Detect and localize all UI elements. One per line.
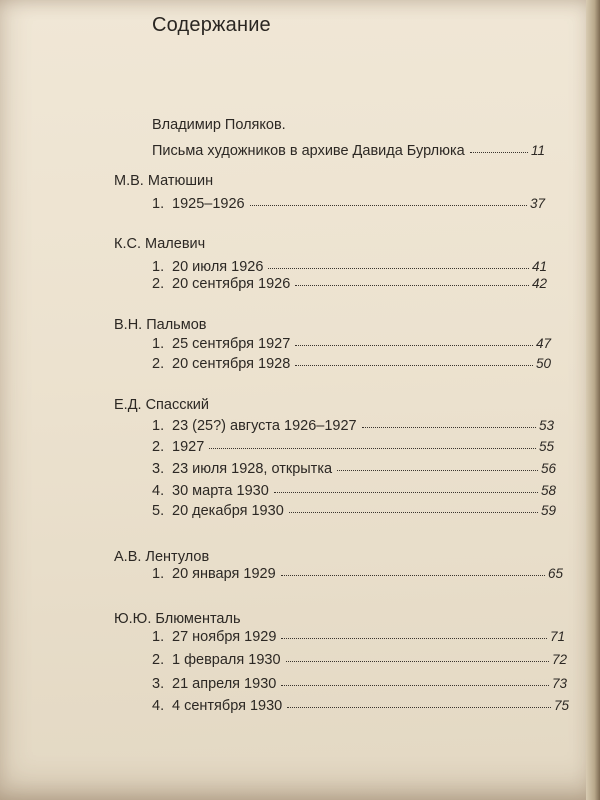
entry-number: 2. xyxy=(152,439,165,455)
entry-number: 1. xyxy=(152,566,165,582)
entry-label: 20 июля 1926 xyxy=(172,259,264,275)
leader-dots xyxy=(295,364,533,366)
entry-label: 27 ноября 1929 xyxy=(172,629,277,645)
leader-dots xyxy=(295,344,533,346)
entry-page-number: 50 xyxy=(535,356,551,371)
entry-page-number: 71 xyxy=(549,629,565,644)
entry-page-number: 56 xyxy=(540,461,556,476)
leader-dots xyxy=(295,284,529,286)
toc-entry xyxy=(152,677,567,692)
leader-dots xyxy=(286,660,549,662)
leader-dots xyxy=(209,447,536,449)
leader-dots xyxy=(274,491,538,493)
entry-label: 23 (25?) августа 1926–1927 xyxy=(172,418,357,434)
entry-label: 1927 xyxy=(172,439,205,455)
entry-number: 4. xyxy=(152,483,165,499)
entry-page-number: 41 xyxy=(531,259,547,274)
section-author: М.В. Матюшин xyxy=(114,173,214,189)
entry-label: 20 декабря 1930 xyxy=(172,503,284,519)
entry-page-number: 65 xyxy=(547,566,563,581)
intro-title: Письма художников в архиве Давида Бурлюка xyxy=(152,143,465,159)
entry-label: 23 июля 1928, открытка xyxy=(172,461,333,477)
entry-page-number: 58 xyxy=(540,483,556,498)
entry-label: 20 сентября 1928 xyxy=(172,356,291,372)
leader-dots xyxy=(337,469,538,471)
entry-number: 1. xyxy=(152,418,165,434)
section-author: В.Н. Пальмов xyxy=(114,317,207,333)
page-title: Содержание xyxy=(152,14,271,36)
toc-entry xyxy=(152,197,545,212)
toc-entry xyxy=(152,699,569,714)
toc-entry xyxy=(152,504,556,519)
section-author: К.С. Малевич xyxy=(114,236,206,252)
entry-number: 3. xyxy=(152,461,165,477)
entry-label: 4 сентября 1930 xyxy=(172,698,283,714)
toc-entry xyxy=(152,630,565,645)
entry-label: 1 февраля 1930 xyxy=(172,652,281,668)
entry-number: 2. xyxy=(152,652,165,668)
entry-page-number: 72 xyxy=(551,652,567,667)
leader-dots xyxy=(281,574,545,576)
page-edge xyxy=(586,0,600,800)
section-author: Ю.Ю. Блюменталь xyxy=(114,611,241,627)
entry-label: 25 сентября 1927 xyxy=(172,336,291,352)
entry-number: 1. xyxy=(152,259,165,275)
entry-number: 1. xyxy=(152,629,165,645)
toc-entry xyxy=(152,653,567,668)
entry-number: 2. xyxy=(152,276,165,292)
entry-number: 5. xyxy=(152,503,165,519)
entry-label: 30 марта 1930 xyxy=(172,483,269,499)
entry-page-number: 53 xyxy=(538,418,554,433)
entry-number: 1. xyxy=(152,196,165,212)
entry-number: 3. xyxy=(152,676,165,692)
toc-entry xyxy=(152,277,547,292)
entry-number: 2. xyxy=(152,356,165,372)
leader-dots xyxy=(289,511,538,513)
leader-dots xyxy=(268,267,529,269)
entry-page-number: 59 xyxy=(540,503,556,518)
toc-entry xyxy=(152,462,556,477)
toc-entry xyxy=(152,440,554,455)
entry-page-number: 47 xyxy=(535,336,551,351)
leader-dots xyxy=(250,204,527,206)
intro-page-number: 11 xyxy=(530,143,545,158)
entry-label: 20 сентября 1926 xyxy=(172,276,291,292)
entry-page-number: 55 xyxy=(538,439,554,454)
toc-entry xyxy=(152,419,554,434)
entry-label: 1925–1926 xyxy=(172,196,245,212)
intro-author: Владимир Поляков. xyxy=(152,117,286,133)
section-author: Е.Д. Спасский xyxy=(114,397,210,413)
entry-page-number: 37 xyxy=(529,196,545,211)
entry-label: 21 апреля 1930 xyxy=(172,676,277,692)
leader-dots xyxy=(281,684,549,686)
toc-entry xyxy=(152,357,551,372)
toc-entry xyxy=(152,260,547,275)
leader-dots xyxy=(470,151,528,153)
toc-entry xyxy=(152,337,551,352)
entry-page-number: 75 xyxy=(553,698,569,713)
section-author: А.В. Лентулов xyxy=(114,549,210,565)
leader-dots xyxy=(281,637,547,639)
toc-entry xyxy=(152,567,563,582)
entry-label: 20 января 1929 xyxy=(172,566,276,582)
toc-entry xyxy=(152,484,556,499)
leader-dots xyxy=(287,706,551,708)
leader-dots xyxy=(362,426,536,428)
entry-number: 1. xyxy=(152,336,165,352)
entry-page-number: 73 xyxy=(551,676,567,691)
entry-page-number: 42 xyxy=(531,276,547,291)
entry-number: 4. xyxy=(152,698,165,714)
intro-entry xyxy=(152,144,545,159)
